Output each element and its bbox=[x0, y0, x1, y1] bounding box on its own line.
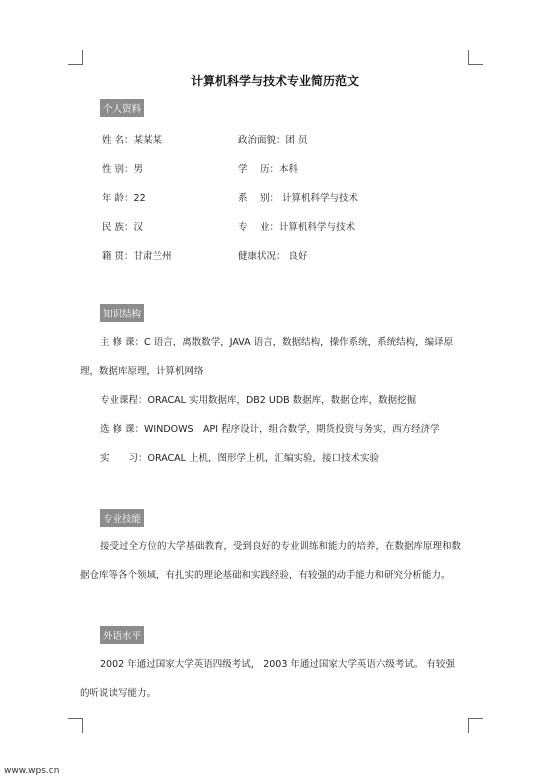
language-line-2: 的听说读写能力。 bbox=[80, 688, 157, 699]
section-heading-knowledge: 知识结构 bbox=[100, 304, 144, 322]
footer-watermark: www.wps.cn bbox=[4, 766, 60, 776]
main-course-line-1: 主 修 课：C 语言，离散数学，JAVA 语言，数据结构，操作系统，系统结构，编译原 bbox=[100, 337, 454, 348]
section-heading-skills: 专业技能 bbox=[100, 509, 144, 527]
crop-mark-bottom-left bbox=[68, 718, 83, 733]
elective-courses: 选 修 课：WINDOWS API 程序设计，组合数学，期货投资与务实，西方经济学 bbox=[100, 424, 440, 435]
field-gender: 性 别：男 bbox=[102, 164, 144, 175]
field-political: 政治面貌：团 员 bbox=[238, 135, 308, 146]
internship: 实 习：ORACAL 上机，图形学上机，汇编实验，接口技术实验 bbox=[100, 453, 379, 464]
skills-line-2: 据仓库等各个领域，有扎实的理论基础和实践经验，有较强的动手能力和研究分析能力。 bbox=[80, 570, 451, 581]
field-education: 学 历：本科 bbox=[238, 164, 299, 175]
field-age: 年 龄：22 bbox=[102, 193, 146, 204]
field-hometown: 籍 贯：甘肃兰州 bbox=[102, 251, 172, 262]
language-line-1: 2002 年通过国家大学英语四级考试， 2003 年通过国家大学英语六级考试。 有较强 bbox=[100, 659, 455, 670]
section-heading-personal: 个人资料 bbox=[100, 99, 144, 117]
knowledge-block bbox=[80, 328, 480, 473]
crop-mark-bottom-right bbox=[468, 718, 483, 733]
skills-block bbox=[80, 532, 480, 590]
skills-line-1: 接受过全方位的大学基础教育，受到良好的专业训练和能力的培养，在数据库原理和数 bbox=[100, 541, 462, 552]
crop-mark-top-left bbox=[68, 50, 83, 65]
specialty-courses: 专业课程：ORACAL 实用数据库，DB2 UDB 数据库，数据仓库，数据挖掘 bbox=[100, 395, 417, 406]
field-department: 系 别： 计算机科学与技术 bbox=[238, 193, 359, 204]
field-health: 健康状况： 良好 bbox=[238, 251, 308, 262]
section-heading-language: 外语水平 bbox=[100, 626, 144, 644]
language-block bbox=[80, 650, 480, 708]
crop-mark-top-right bbox=[468, 50, 483, 65]
field-name: 姓 名：某某某 bbox=[102, 135, 163, 146]
field-major: 专 业：计算机科学与技术 bbox=[238, 222, 356, 233]
main-course-line-2: 理，数据库原理，计算机网络 bbox=[80, 366, 204, 377]
field-ethnicity: 民 族：汉 bbox=[102, 222, 144, 233]
document-title: 计算机科学与技术专业简历范文 bbox=[190, 74, 359, 88]
